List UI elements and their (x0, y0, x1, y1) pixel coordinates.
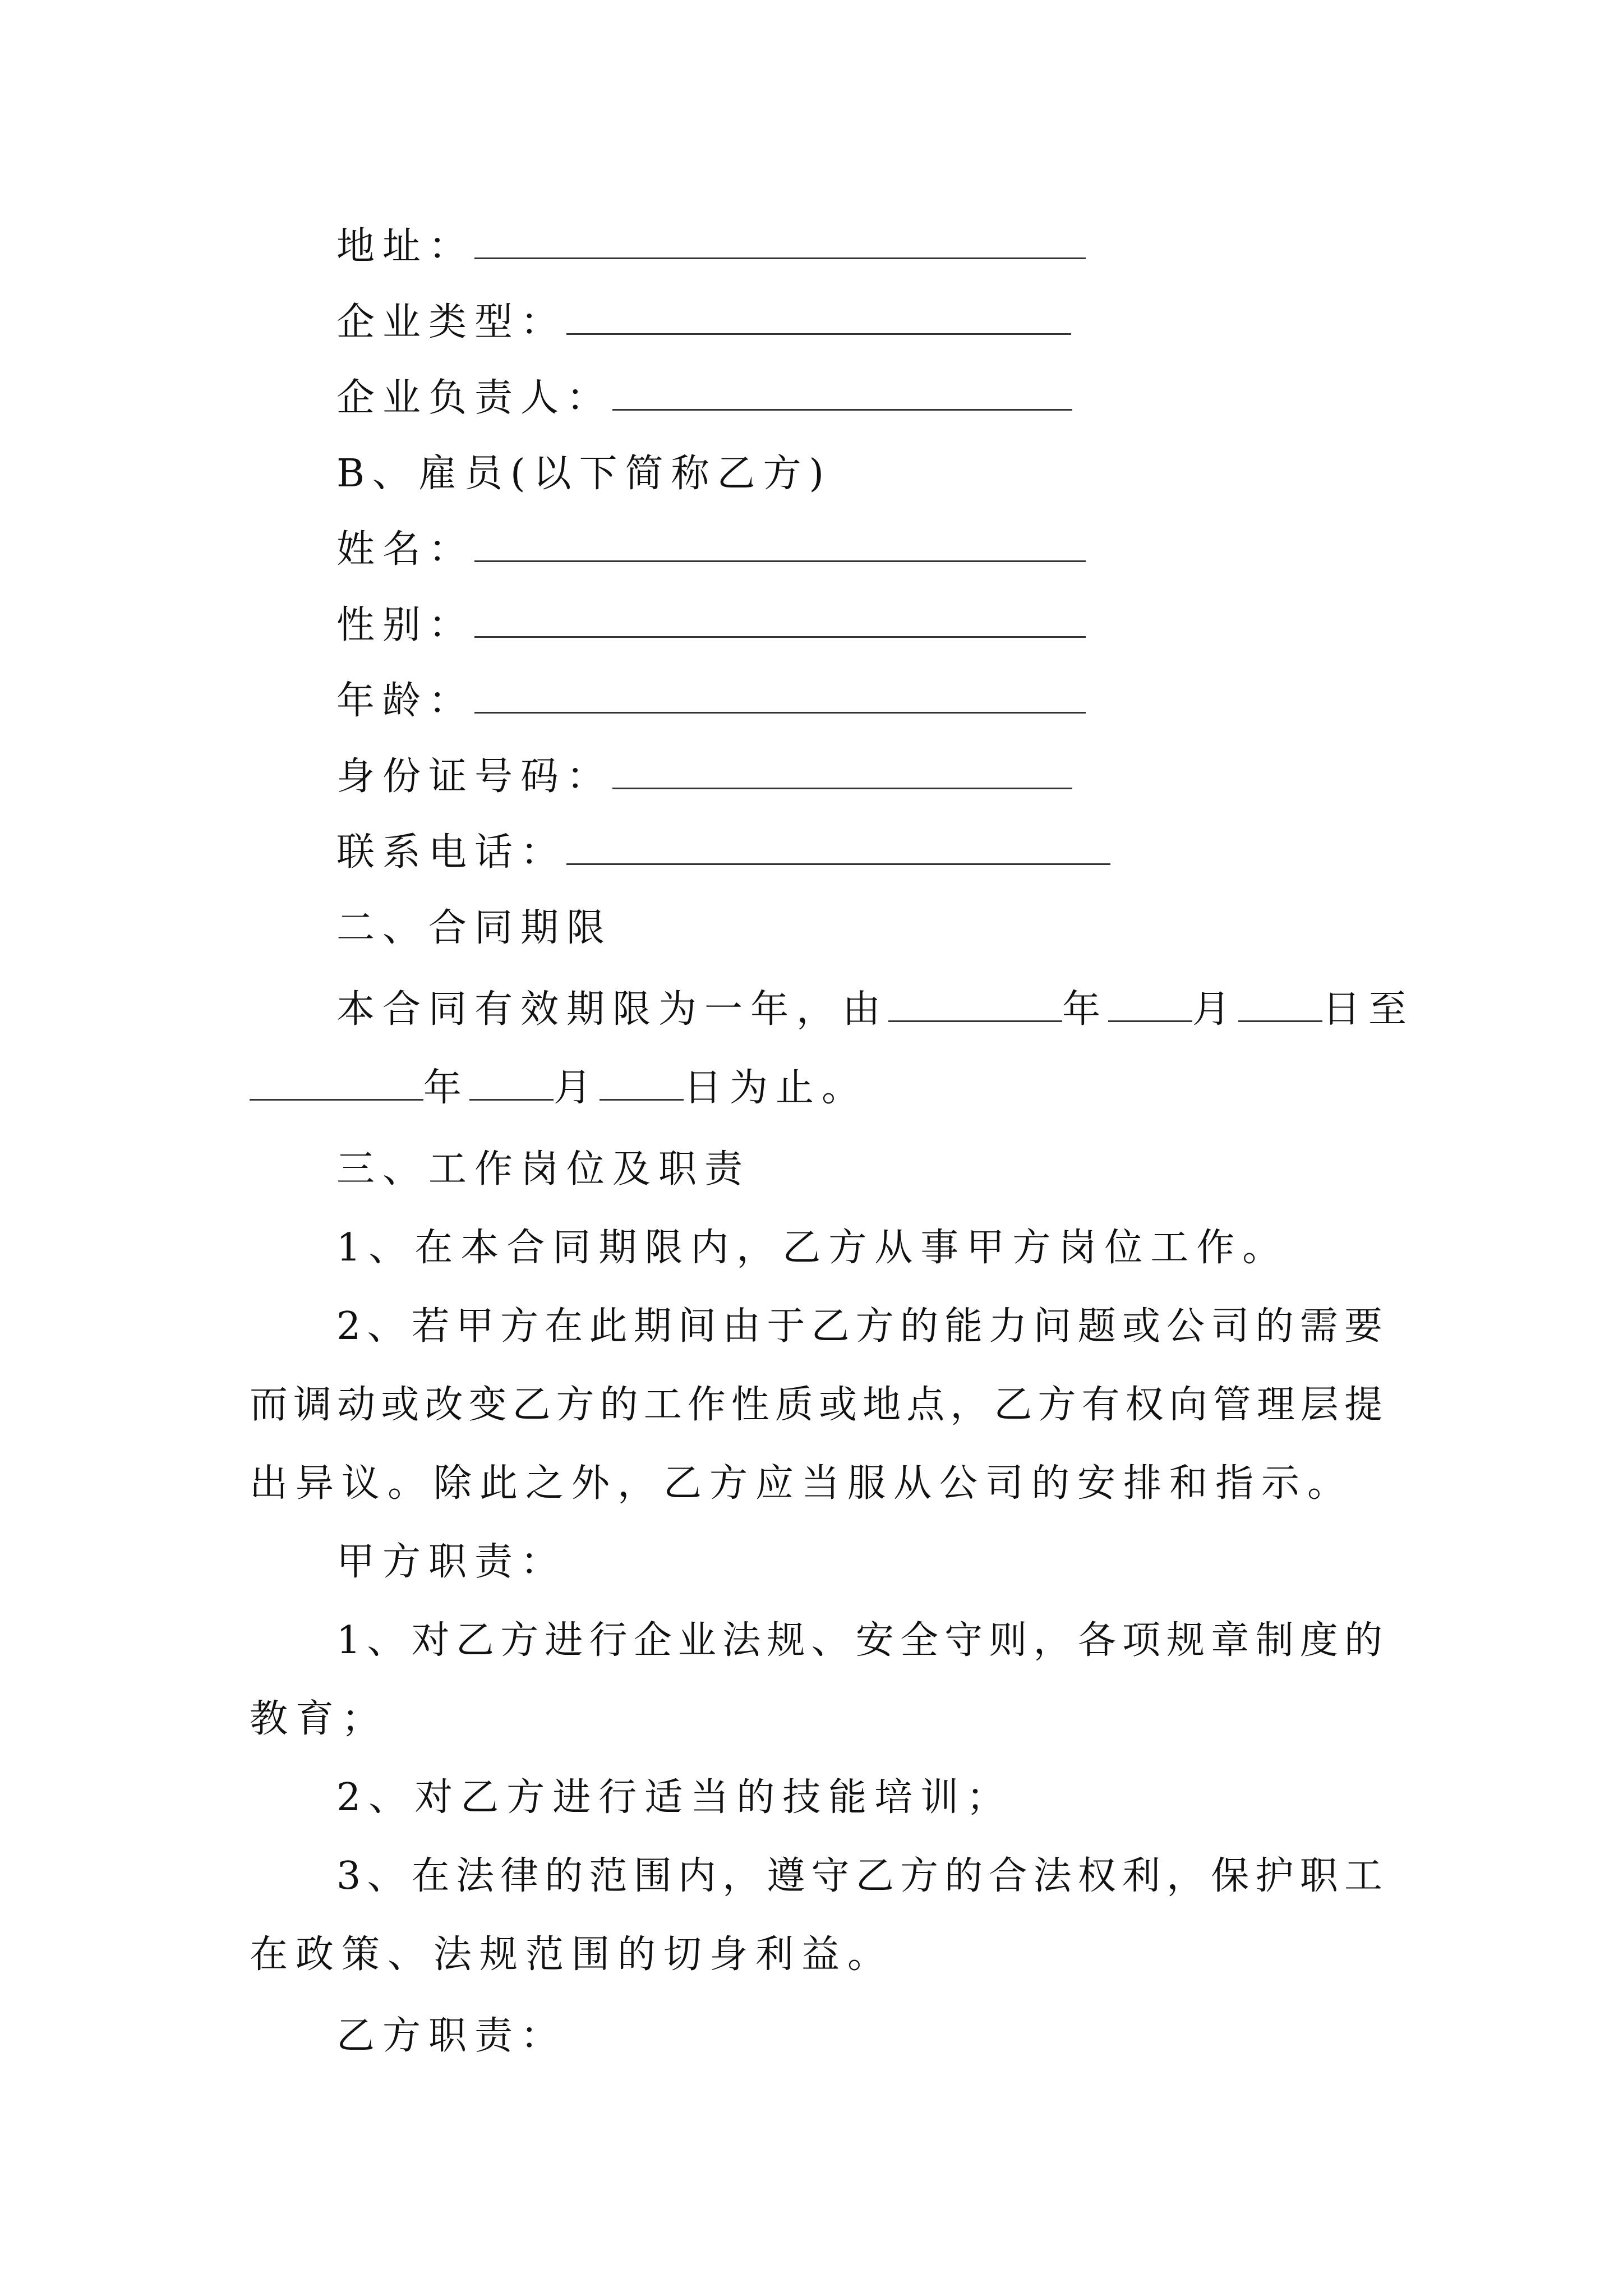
company-head-blank[interactable] (612, 374, 1072, 411)
party-a-item2 (336, 1770, 1012, 1826)
phone-blank[interactable] (566, 829, 1110, 865)
start-day-blank[interactable] (1238, 986, 1322, 1022)
age-label: 年龄： (336, 679, 475, 723)
term-line-1 (336, 982, 1414, 1038)
age-blank[interactable] (474, 677, 1086, 714)
company-type-line (336, 295, 1071, 351)
end-day-label: 日为止。 (684, 1066, 868, 1110)
party-a-item3-line2: 在政策、法规范围的切身利益。 (250, 1932, 894, 1977)
company-type-label: 企业类型： (336, 300, 567, 344)
duty-p2-line1: 2、若甲方在此期间由于乙方的能力问题或公司的需要 (336, 1304, 1388, 1349)
end-month-label: 月 (554, 1066, 600, 1110)
duty-p1 (336, 1220, 1288, 1276)
name-line (336, 522, 1086, 578)
party-b-heading (336, 2008, 566, 2064)
gender-line (336, 597, 1086, 654)
id-number-blank[interactable] (612, 753, 1072, 789)
employee-header (336, 446, 832, 502)
company-head-label: 企业负责人： (336, 376, 613, 420)
name-label: 姓名： (336, 527, 475, 572)
start-year-label: 年 (1062, 987, 1109, 1032)
start-year-blank[interactable] (888, 986, 1062, 1022)
end-day-blank[interactable] (600, 1064, 684, 1101)
duty-p2-line2: 而调动或改变乙方的工作性质或地点，乙方有权向管理层提 (250, 1383, 1388, 1427)
age-line (336, 673, 1086, 729)
term-line-2 (250, 1060, 868, 1116)
start-day-label: 日至 (1322, 987, 1415, 1032)
party-a-item1-line2: 教育； (250, 1697, 388, 1741)
employee-header-text: B、雇员(以下简称乙方) (336, 452, 832, 496)
duty-p2-line3: 出异议。除此之外，乙方应当服从公司的安排和指示。 (250, 1461, 1354, 1506)
term-intro: 本合同有效期限为一年，由 (336, 987, 889, 1032)
end-year-blank[interactable] (250, 1064, 423, 1101)
company-type-blank[interactable] (566, 298, 1071, 335)
phone-label: 联系电话： (336, 830, 567, 875)
address-line (336, 219, 1086, 275)
start-month-blank[interactable] (1108, 986, 1192, 1022)
phone-line (336, 825, 1110, 881)
id-number-label: 身份证号码： (336, 754, 613, 799)
gender-blank[interactable] (474, 601, 1086, 638)
end-year-label: 年 (423, 1066, 470, 1110)
duties-heading-text: 三、工作岗位及职责 (336, 1147, 751, 1191)
party-a-item1-line1: 1、对乙方进行企业法规、安全守则，各项规章制度的 (336, 1618, 1388, 1663)
duty-p1-text: 1、在本合同期限内，乙方从事甲方岗位工作。 (336, 1226, 1289, 1270)
party-a-item3-line1: 3、在法律的范围内，遵守乙方的合法权利，保护职工 (336, 1854, 1388, 1898)
end-month-blank[interactable] (469, 1064, 554, 1101)
address-label: 地址： (336, 224, 475, 269)
address-blank[interactable] (474, 223, 1086, 259)
party-a-item2-text: 2、对乙方进行适当的技能培训； (336, 1775, 1013, 1820)
gender-label: 性别： (336, 603, 475, 647)
term-heading-text: 二、合同期限 (336, 906, 613, 950)
id-number-line (336, 749, 1072, 805)
company-head-line (336, 370, 1072, 426)
name-blank[interactable] (474, 526, 1086, 562)
term-heading (336, 900, 612, 956)
party-a-heading (336, 1534, 566, 1590)
party-a-heading-text: 甲方职责： (336, 1540, 567, 1584)
party-b-heading-text: 乙方职责： (336, 2014, 567, 2058)
duties-heading (336, 1142, 750, 1198)
start-month-label: 月 (1192, 987, 1239, 1032)
